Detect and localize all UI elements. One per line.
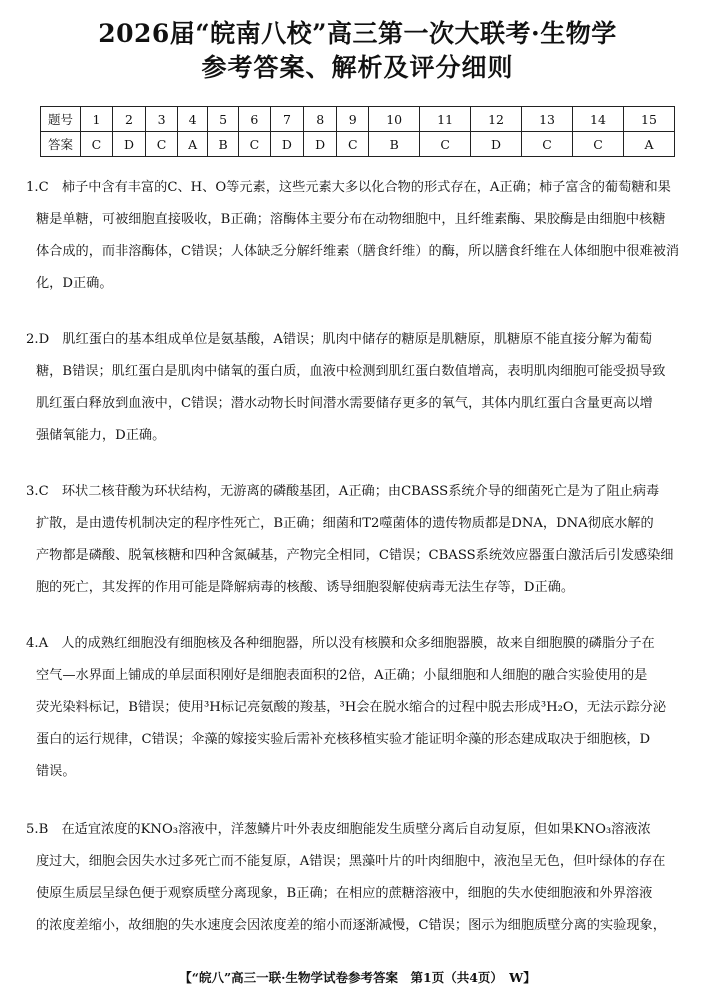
text-line: 体合成的，而非溶酶体，C错误；人体缺乏分解纤维素（膳食纤维）的酶，所以膳食纤维在人体细胞中很难被消: [36, 244, 680, 259]
row-label-numbers: 题号: [41, 107, 81, 132]
question-number: 13: [522, 107, 573, 132]
question-number: 4: [178, 107, 208, 132]
question-number: 9: [337, 107, 369, 132]
page-footer: 【“皖八”高三一联·生物学试卷参考答案 第1页（共4页） W】: [179, 970, 536, 985]
text-line: 使原生质层呈绿色便于观察质壁分离现象，B正确；在相应的蔗糖溶液中，细胞的失水使细胞液和外界溶液: [36, 886, 653, 901]
explanation-q2: [26, 324, 691, 452]
answer-cell: D: [471, 132, 522, 157]
explanation-q1: [26, 172, 691, 300]
answer-cell: A: [623, 132, 674, 157]
question-number: 10: [369, 107, 420, 132]
question-number: 2: [112, 107, 145, 132]
question-number: 7: [270, 107, 303, 132]
text-line: 强储氧能力，D正确。: [36, 428, 166, 443]
text-line: 空气—水界面上铺成的单层面积刚好是细胞表面积的2倍，A正确；小鼠细胞和人细胞的融合实验使用的是: [36, 668, 648, 683]
text-line: 糖，B错误；肌红蛋白是肌肉中储氧的蛋白质，血液中检测到肌红蛋白数值增高，表明肌肉细胞可能受损导致: [36, 364, 666, 379]
text-line: 度过大，细胞会因失水过多死亡而不能复原，A错误；黑藻叶片的叶肉细胞中，液泡呈无色，但叶绿体的存在: [36, 854, 666, 869]
answer-cell: C: [238, 132, 270, 157]
answer-cell: C: [81, 132, 113, 157]
explanation-q5: [26, 814, 691, 942]
answer-cell: C: [337, 132, 369, 157]
answer-cell: B: [208, 132, 239, 157]
text-line: 蛋白的运行规律，C错误；伞藻的嫁接实验后需补充核移植实验才能证明伞藻的形态建成取决于细胞核，D: [36, 732, 651, 747]
answer-cell: D: [304, 132, 337, 157]
text-line: 4.A 人的成熟红细胞没有细胞核及各种细胞器，所以没有核膜和众多细胞器膜，故来自细胞膜的磷脂分子在: [26, 636, 655, 651]
text-line: 荧光染料标记，B错误；使用³H标记亮氨酸的羧基，³H会在脱水缩合的过程中脱去形成³H₂O，无法示踪分泌: [36, 700, 667, 715]
question-number: 12: [471, 107, 522, 132]
answer-cell: B: [369, 132, 420, 157]
question-number: 3: [146, 107, 178, 132]
question-number: 14: [573, 107, 624, 132]
question-number: 11: [420, 107, 471, 132]
text-line: 3.C 环状二核苷酸为环状结构，无游离的磷酸基团，A正确；由CBASS系统介导的细菌死亡是为了阻止病毒: [26, 484, 660, 499]
answer-table-number-row: [41, 107, 675, 132]
text-line: 肌红蛋白释放到血液中，C错误；潜水动物长时间潜水需要储存更多的氧气，其体内肌红蛋白含量更高以增: [36, 396, 653, 411]
answer-cell: D: [112, 132, 145, 157]
answer-table: [40, 106, 675, 157]
text-line: 产物都是磷酸、脱氧核糖和四种含氮碱基，产物完全相同，C错误；CBASS系统效应器蛋白激活后引发感染细: [36, 548, 674, 563]
text-line: 糖是单糖，可被细胞直接吸收，B正确；溶酶体主要分布在动物细胞中，且纤维素酶、果胶酶是由细胞中核糖: [36, 212, 666, 227]
text-line: 扩散，是由遗传机制决定的程序性死亡，B正确；细菌和T2噬菌体的遗传物质都是DNA，DNA彻底水解的: [36, 516, 654, 531]
answer-cell: D: [270, 132, 303, 157]
text-line: 的浓度差缩小，故细胞的失水速度会因浓度差的缩小而逐渐减慢，C错误；图示为细胞质壁分离的实验现象，: [36, 918, 666, 933]
question-number: 15: [623, 107, 674, 132]
question-number: 5: [208, 107, 239, 132]
text-line: 1.C 柿子中含有丰富的C、H、O等元素，这些元素大多以化合物的形式存在，A正确；柿子富含的葡萄糖和果: [26, 180, 671, 195]
text-line: 错误。: [36, 764, 76, 779]
question-number: 6: [238, 107, 270, 132]
answer-cell: C: [522, 132, 573, 157]
question-number: 8: [304, 107, 337, 132]
text-line: 5.B 在适宜浓度的KNO₃溶液中，洋葱鳞片叶外表皮细胞能发生质壁分离后自动复原，但如果KNO₃溶液浓: [26, 822, 651, 837]
row-label-answers: 答案: [41, 132, 81, 157]
answer-cell: C: [420, 132, 471, 157]
question-number: 1: [81, 107, 113, 132]
text-line: 胞的死亡，其发挥的作用可能是降解病毒的核酸、诱导细胞裂解使病毒无法生存等，D正确。: [36, 580, 575, 595]
answer-cell: C: [146, 132, 178, 157]
text-line: 2.D 肌红蛋白的基本组成单位是氨基酸，A错误；肌肉中储存的糖原是肌糖原，肌糖原不能直接分解为葡萄: [26, 332, 653, 347]
explanation-q4: [26, 628, 691, 788]
answer-table-answer-row: [41, 132, 675, 157]
answer-cell: C: [573, 132, 624, 157]
text-line: 化，D正确。: [36, 276, 113, 291]
answer-cell: A: [178, 132, 208, 157]
page-title: 2026届“皖南八校”高三第一次大联考·生物学: [98, 19, 617, 48]
explanation-q3: [26, 476, 691, 604]
page-subtitle: 参考答案、解析及评分细则: [201, 53, 514, 82]
